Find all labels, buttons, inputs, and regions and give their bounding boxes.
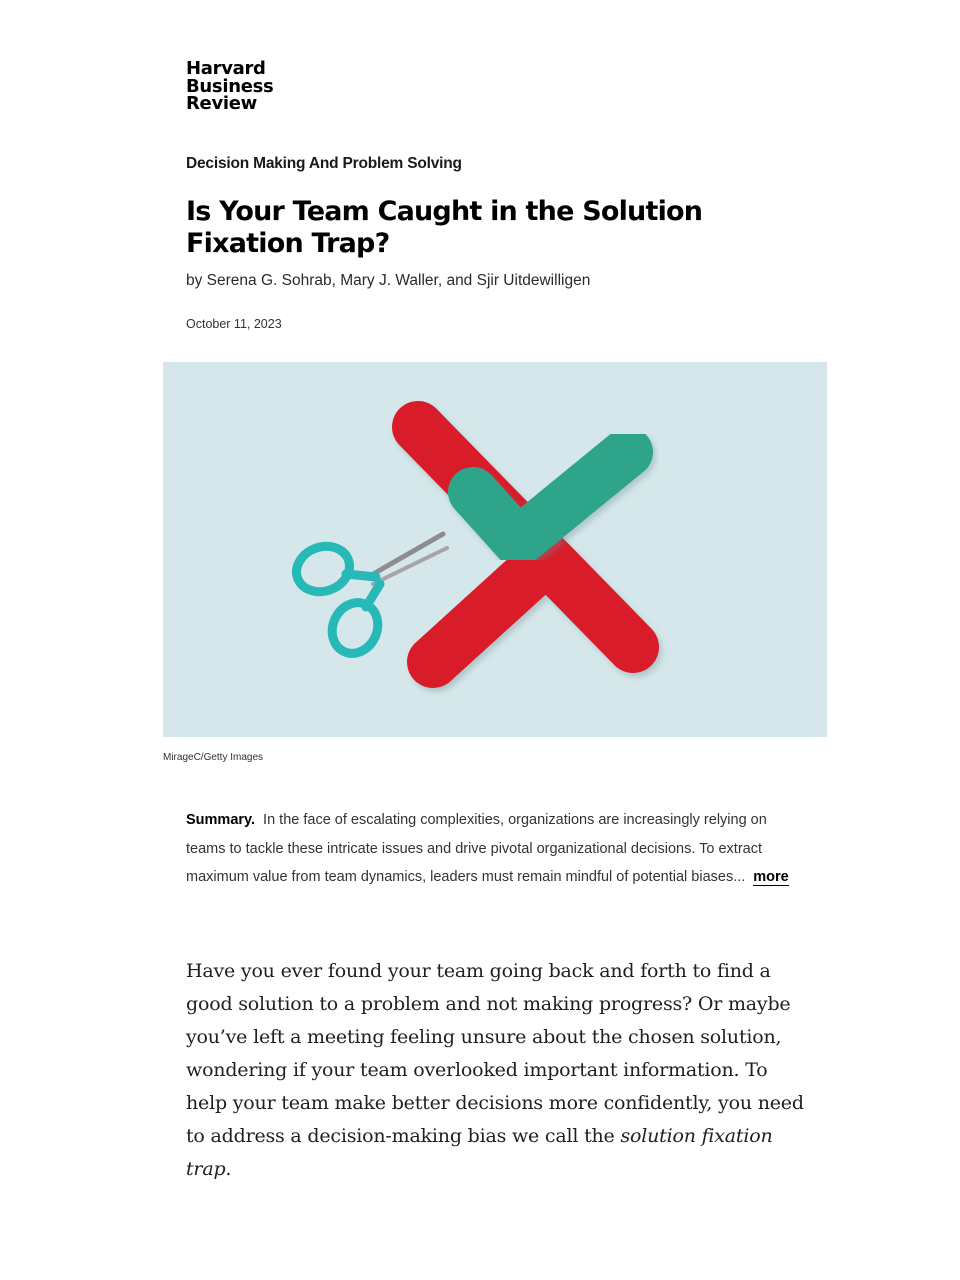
article-title: Is Your Team Caught in the Solution Fixation Trap? xyxy=(186,196,703,259)
topic-link[interactable]: Decision Making And Problem Solving xyxy=(186,155,462,172)
publish-date: October 11, 2023 xyxy=(186,317,282,331)
summary-text: In the face of escalating complexities, organizations are increasingly relying on teams to tackle these intricate issues and drive pivotal organizational decisions. To extract maximum value from team dynamics, leaders must remain mindful of potential biases... xyxy=(186,812,767,885)
logo-line-harvard: Harvard xyxy=(186,58,266,79)
body-text-start: Have you ever found your team going back and forth to find a good solution to a problem and not making progress? Or maybe you’ve left a meeting feeling unsure about the chosen solution, wondering if your team overlooked important information. To help your team make better decisions more confidently, you need to address a decision-making bias we call the xyxy=(186,960,804,1147)
article-body-paragraph xyxy=(186,955,806,1186)
body-text-end: . xyxy=(225,1158,232,1180)
more-link[interactable]: more xyxy=(753,869,789,885)
body-emphasis: solution fixation trap xyxy=(186,1125,773,1180)
hero-image xyxy=(163,362,827,737)
logo-line-review: Review xyxy=(186,93,258,114)
summary-label: Summary. xyxy=(186,812,256,828)
logo-line-business: Business xyxy=(186,75,274,97)
hbr-logo[interactable] xyxy=(186,60,273,113)
article-summary xyxy=(186,806,796,892)
image-credit: MirageC/Getty Images xyxy=(163,752,264,763)
article-byline: by Serena G. Sohrab, Mary J. Waller, and Sjir Uitdewilligen xyxy=(186,272,591,289)
